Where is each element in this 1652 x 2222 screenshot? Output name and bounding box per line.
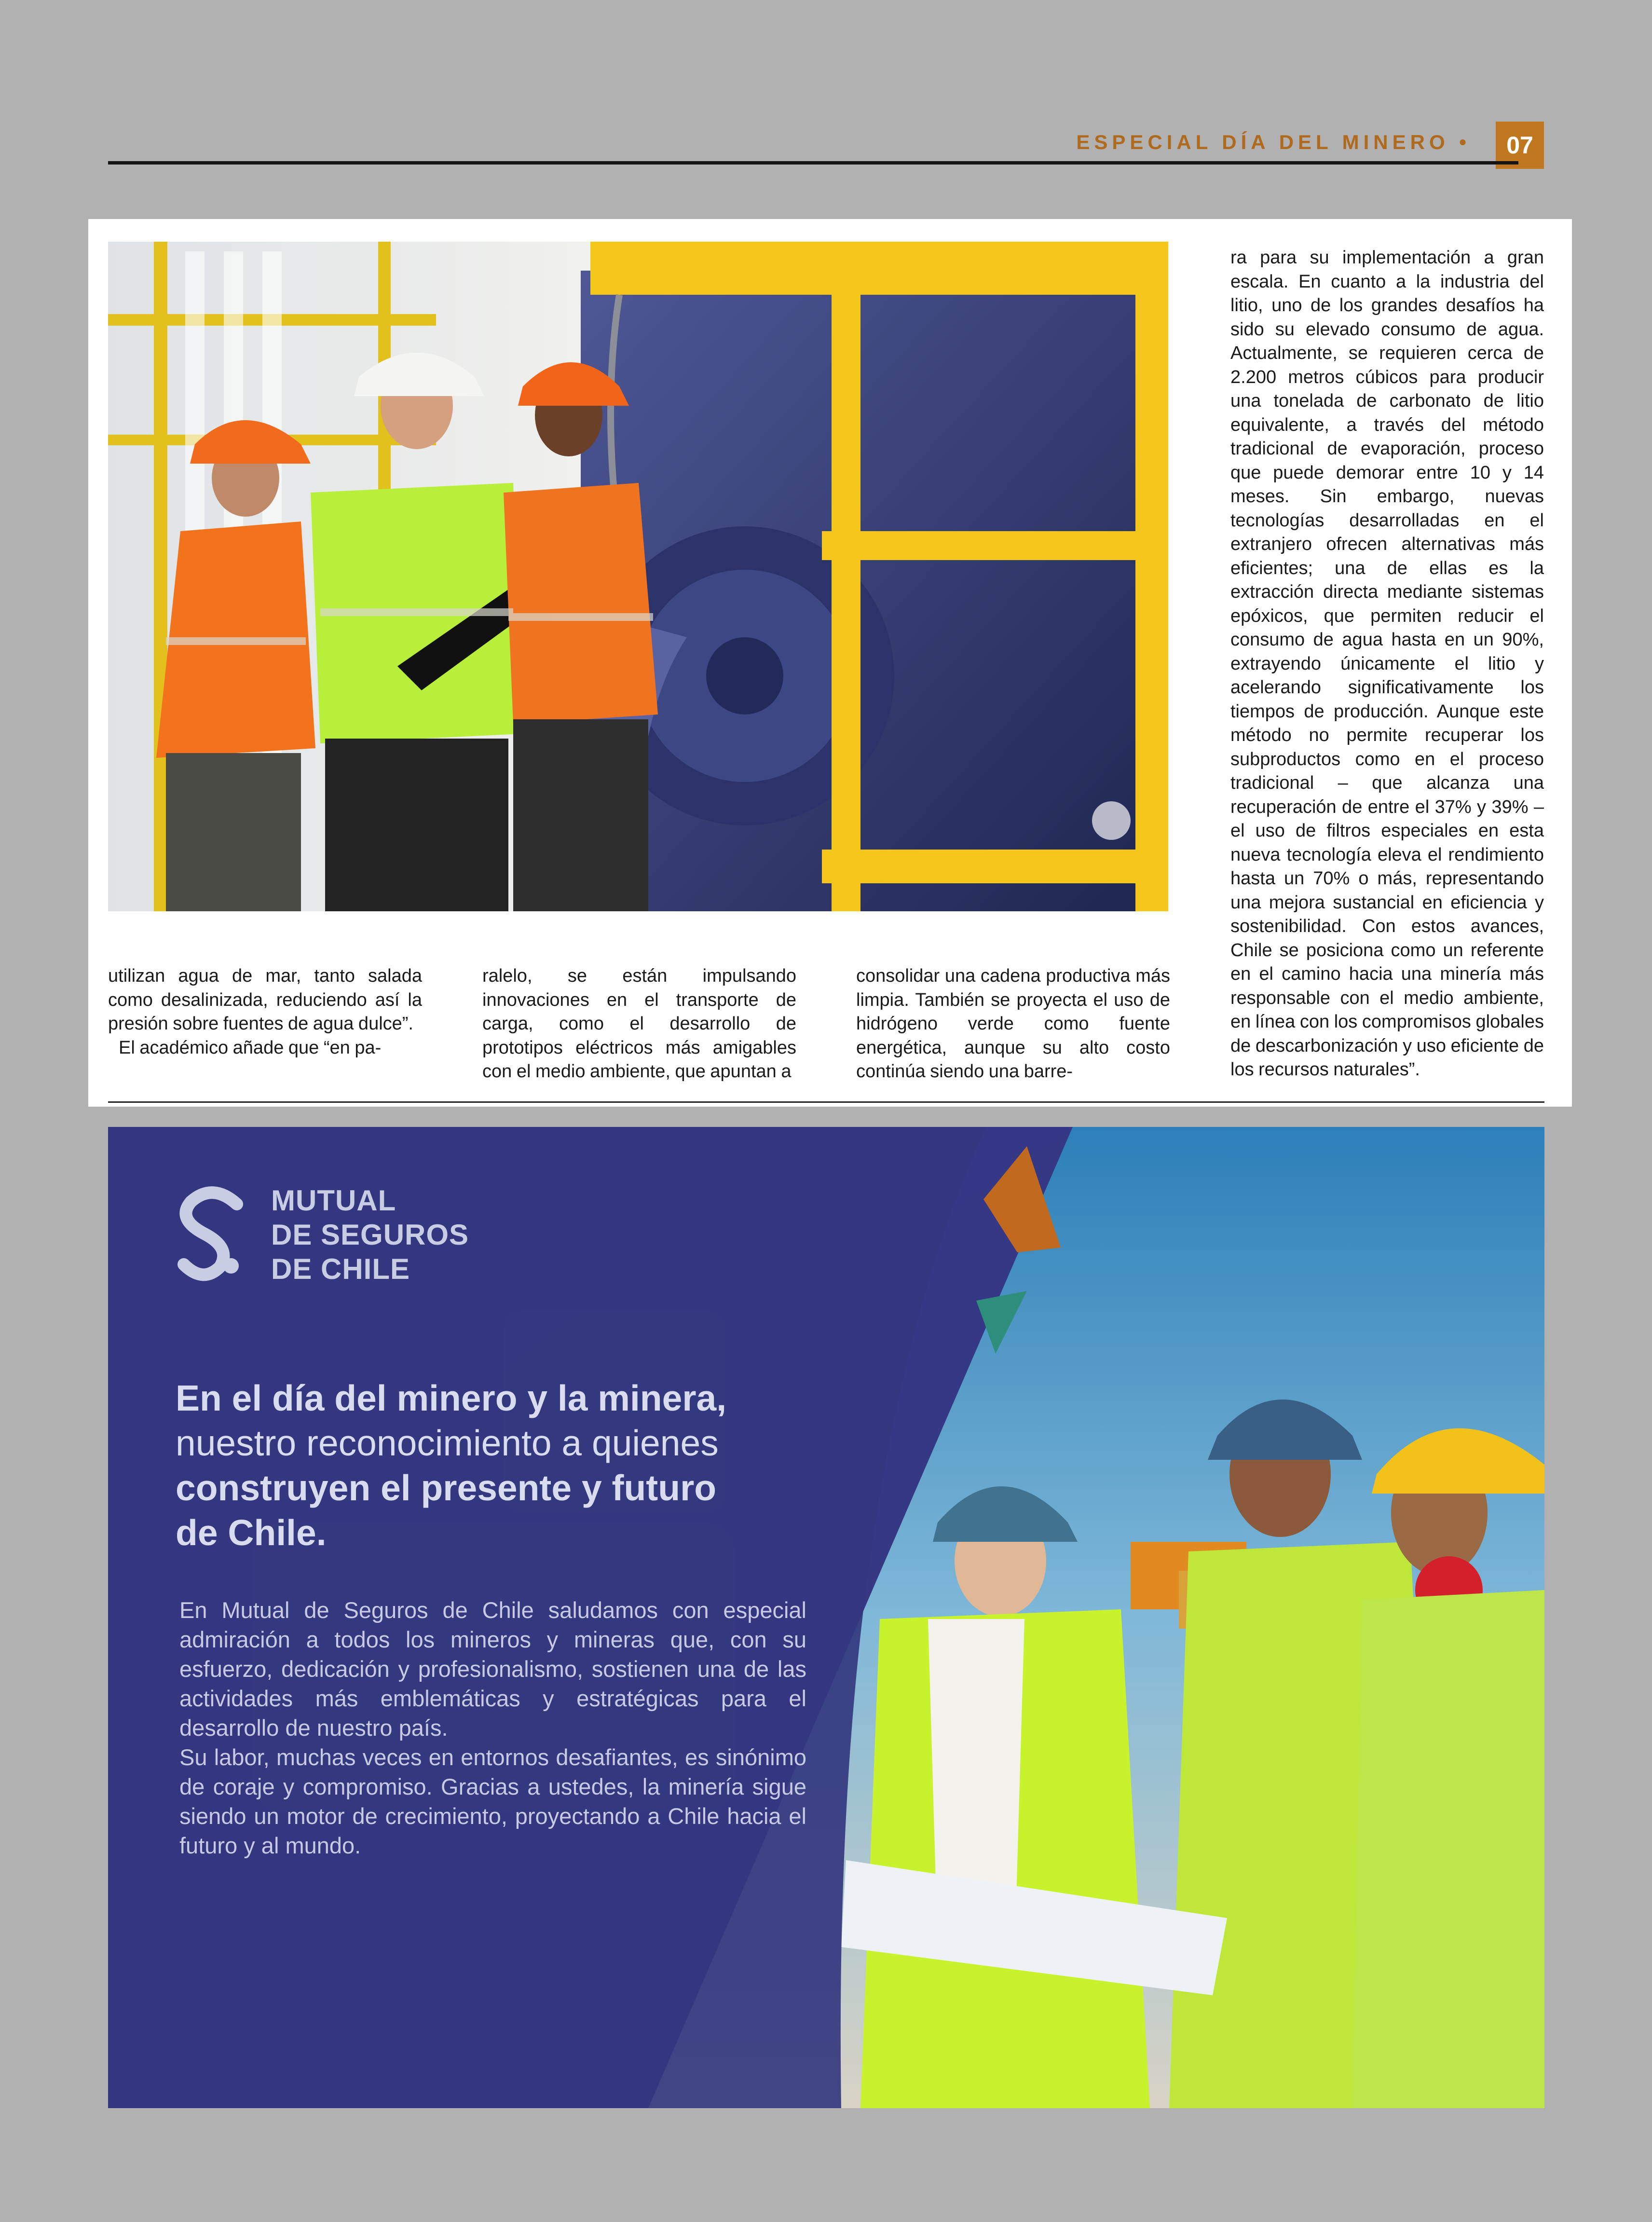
headline-line: construyen el presente y futuro xyxy=(176,1468,717,1508)
paragraph: El académico añade que “en pa- xyxy=(119,1037,382,1058)
workers-inspecting-machinery-photo xyxy=(108,242,1168,911)
section-title: ESPECIAL DÍA DEL MINERO • xyxy=(1076,131,1471,153)
headline-line: nuestro reconocimiento a quienes xyxy=(176,1423,719,1463)
article-column-1 xyxy=(108,964,422,1060)
headline-line: En el día del minero y la minera, xyxy=(176,1378,727,1418)
article-photo xyxy=(108,242,1168,911)
article-column-2 xyxy=(482,964,796,1084)
page-number: 07 xyxy=(1496,122,1544,169)
mutual-ad xyxy=(108,1127,1544,2108)
brand-line: DE CHILE xyxy=(271,1253,410,1285)
paragraph: utilizan agua de mar, tanto salada como desalinizada, reduciendo así la presión sobre fuentes de agua dulce”. xyxy=(108,966,422,1034)
brand-line: MUTUAL xyxy=(271,1184,396,1217)
paragraph: ra para su implementación a gran escala. En cuanto a la industria del litio, uno de los grandes desafíos ha sido su elevado consumo de agua. Actualmente, se requieren cerca de 2.200 metros cúbicos para producir una tonelada de carbonato de litio equivalente, a través del método tradicional de evaporación, proceso que puede demorar entre 10 y 14 meses. Sin embargo, nuevas tecnologías desarrolladas en el extranjero ofrecen alternativas más eficientes; una de ellas es la extracción directa mediante sistemas epóxicos, que permiten reducir el consumo de agua hasta en un 90%, extrayendo únicamente el litio y acelerando significativamente los tiempos de producción. Aunque este método no permite recuperar los subproductos como en el proceso tradicional – que alcanza una recuperación de entre el 37% y 39% – el uso de filtros especiales en esta nueva tecnología eleva el rendimiento hasta un 70% o más, representando una mejora sustancial en eficiencia y sostenibilidad. Con estos avances, Chile se posiciona como un referente en el camino hacia una minería más responsable con el medio ambiente, en línea con los compromisos globales de descarbonización y uso eficiente de los recursos naturales”. xyxy=(1230,247,1544,1080)
brand-line: DE SEGUROS xyxy=(271,1219,469,1251)
paragraph: ralelo, se están impulsando innovaciones en el transporte de carga, como el desarrollo de prototipos eléctricos más amigables con el medio ambiente, que apuntan a xyxy=(482,966,796,1082)
article-column-4 xyxy=(1230,246,1544,1082)
header-rule xyxy=(108,161,1518,165)
article-column-3 xyxy=(856,964,1170,1084)
ad-body xyxy=(179,1595,806,1860)
article-bottom-rule xyxy=(108,1101,1544,1103)
paragraph: En Mutual de Seguros de Chile saludamos con especial admiración a todos los mineros y mineras que, con su esfuerzo, dedicación y profesionalismo, sostienen una de las actividades más emblemáticas y estratégicas para el desarrollo de nuestro país. xyxy=(179,1597,806,1741)
paragraph: consolidar una cadena productiva más limpia. También se proyecta el uso de hidrógeno verde como fuente energética, aunque su alto costo continúa siendo una barre- xyxy=(856,966,1170,1082)
mutual-logo-icon xyxy=(174,1185,251,1281)
paragraph: Su labor, muchas veces en entornos desafiantes, es sinónimo de coraje y compromiso. Gracias a ustedes, la minería sigue siendo un motor de crecimiento, proyectando a Chile hacia el futuro y al mundo. xyxy=(179,1744,806,1858)
brand-name xyxy=(271,1183,469,1286)
ad-headline xyxy=(176,1376,806,1555)
headline-line: de Chile. xyxy=(176,1512,327,1553)
